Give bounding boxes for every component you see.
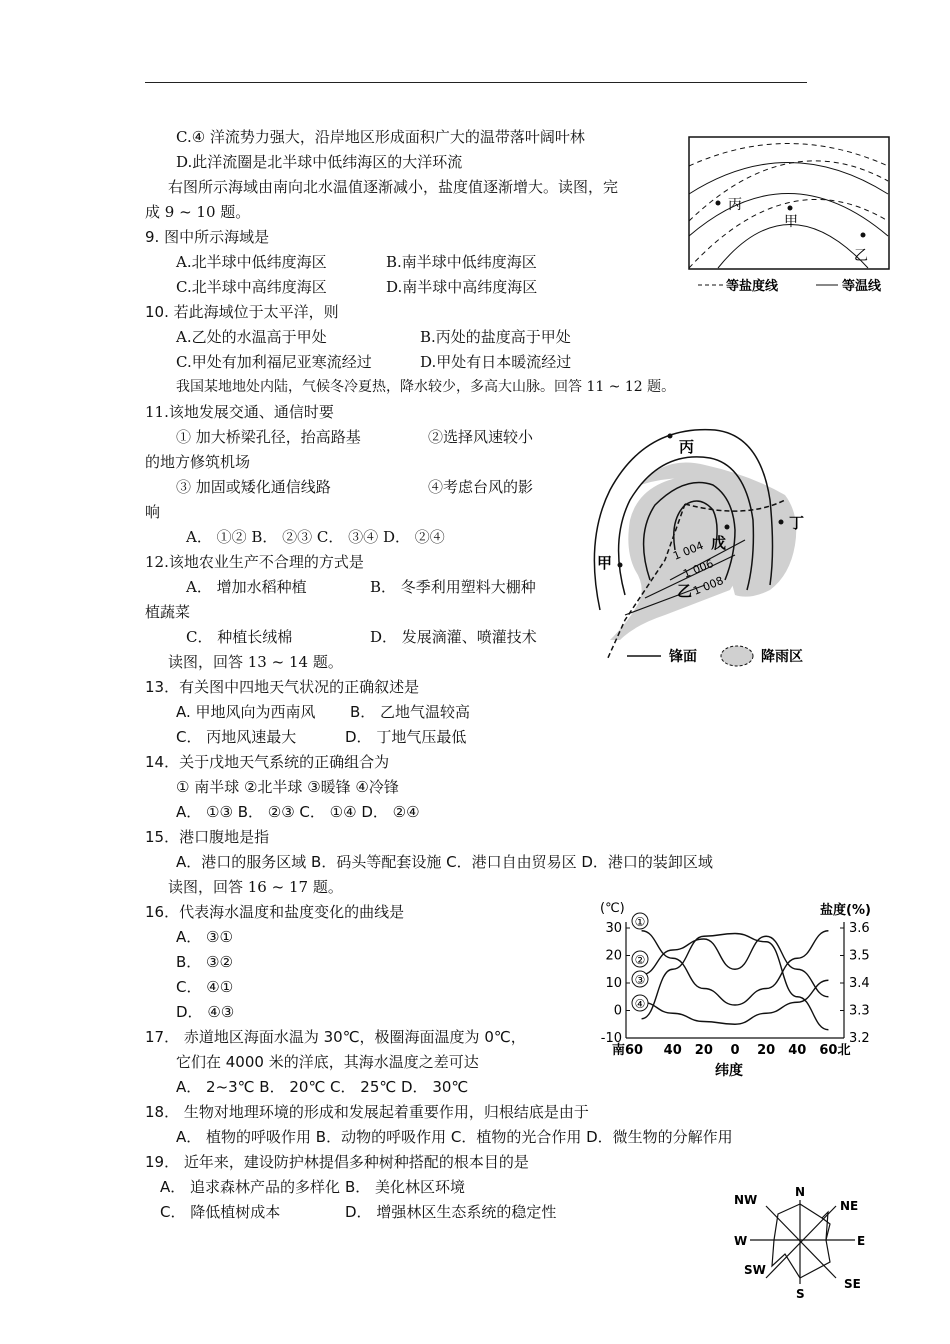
answer-options: A． 2~3℃ B． 20℃ C． 25℃ D． 30℃ (176, 1078, 469, 1096)
left-tick-label: 30 (605, 921, 622, 936)
passage-line: 我国某地地处内陆，气候冬冷夏热，降水较少，多高大山脉。回答 11 ~ 12 题。 (176, 379, 676, 395)
series-line-2 (642, 934, 829, 1030)
option-line: 的地方修筑机场 (145, 453, 251, 471)
dir-se: SE (844, 1277, 861, 1291)
dir-s: S (796, 1287, 805, 1301)
right-tick-label: 3.4 (849, 976, 870, 991)
label-yi: 乙 (854, 248, 868, 264)
wind-polygon (772, 1204, 830, 1278)
option-line: C.④ 洋流势力强大，沿岸地区形成面积广大的温带落叶阔叶林 (176, 128, 585, 146)
label-wu: 戊 (711, 534, 727, 552)
dir-sw: SW (744, 1263, 766, 1277)
dir-e: E (857, 1234, 866, 1248)
left-axis-label: (℃) (600, 901, 625, 916)
point-jia (788, 206, 793, 211)
x-tick-label: 北 (837, 1043, 851, 1058)
passage-line: 成 9 ~ 10 题。 (145, 203, 251, 221)
question-18: 18． 生物对地理环境的形成和发展起着重要作用，归根结底是由于 (145, 1103, 589, 1121)
option-line: ④考虑台风的影 (428, 478, 534, 496)
option-line: D． ④③ (176, 1003, 235, 1021)
label-ding: 丁 (789, 514, 805, 532)
option-line: C． 降低植树成本 (160, 1203, 281, 1221)
dir-nw: NW (734, 1193, 758, 1207)
label-jia: 甲 (597, 554, 613, 572)
x-tick-label: 40 (663, 1043, 682, 1058)
series-line-1 (642, 931, 829, 1005)
option-line: 植蔬菜 (145, 603, 191, 621)
legend-rain: 降雨区 (761, 649, 803, 665)
question-17-cont: 它们在 4000 米的洋底，其海水温度之差可达 (176, 1053, 479, 1071)
option-line: D． 发展滴灌、喷灌技术 (370, 628, 537, 646)
option-line: A.北半球中低纬度海区 (176, 253, 327, 271)
left-tick-label: 0 (613, 1003, 622, 1019)
label-yi: 乙 (677, 582, 693, 600)
x-tick-label: 60 (819, 1043, 838, 1058)
question-13: 13．有关图中四地天气状况的正确叙述是 (145, 678, 420, 696)
point-bing (716, 201, 721, 206)
label-bing: 丙 (728, 197, 742, 213)
x-tick-label: 南60 (612, 1043, 644, 1058)
dir-n: N (795, 1185, 806, 1199)
isobar-label: 1 006 (681, 556, 716, 581)
left-tick-label: -10 (600, 1031, 622, 1046)
legend-front: 锋面 (669, 649, 697, 665)
question-19: 19． 近年来，建设防护林提倡多种树种搭配的根本目的是 (145, 1153, 529, 1171)
series-label-2: ② (634, 953, 646, 967)
answer-options: A． ①③ B． ②③ C． ①④ D． ②④ (176, 803, 420, 821)
question-17: 17． 赤道地区海面水温为 30℃，极圈海面温度为 0℃， (145, 1028, 526, 1046)
option-line: 响 (145, 503, 161, 521)
option-line: B． 美化林区环境 (345, 1178, 466, 1196)
option-line: D． 增强林区生态系统的稳定性 (345, 1203, 557, 1221)
question-10: 10. 若此海域位于太平洋，则 (145, 303, 339, 321)
point-jia (618, 563, 623, 568)
isobar-label: 1 004 (671, 538, 706, 563)
option-line: C.甲处有加利福尼亚寒流经过 (176, 353, 372, 371)
option-line: D.此洋流圈是北半球中低纬海区的大洋环流 (176, 153, 463, 171)
left-tick-label: 20 (605, 948, 622, 964)
series-label-4: ④ (634, 997, 646, 1011)
option-line: A.乙处的水温高于甲处 (176, 328, 327, 346)
point-yi (861, 233, 866, 238)
right-axis-label: 盐度(%) (820, 903, 871, 918)
legend-temp: 等温线 (842, 279, 882, 294)
passage-line: 右图所示海域由南向北水温值逐渐减小，盐度值逐渐增大。读图，完 (168, 178, 619, 196)
legend-rain-swatch (721, 646, 753, 666)
option-line: C． 丙地风速最大 (176, 728, 297, 746)
option-line: D.南半球中高纬度海区 (386, 278, 538, 296)
isotherm-line (689, 163, 888, 195)
option-line: C． ④① (176, 978, 234, 996)
option-line: C． 种植长绒棉 (186, 628, 293, 646)
option-line: A． ③① (176, 928, 233, 946)
series-line-3 (642, 936, 829, 997)
point-ding (779, 520, 784, 525)
dir-w: W (734, 1234, 748, 1248)
x-tick-label: 20 (757, 1043, 776, 1058)
option-line: B． ③② (176, 953, 233, 971)
isobar-label: 1 008 (691, 573, 726, 598)
right-tick-label: 3.2 (849, 1031, 870, 1046)
option-line: C.北半球中高纬度海区 (176, 278, 327, 296)
option-line: A. 甲地风向为西南风 (176, 703, 316, 721)
passage-line: 读图，回答 16 ~ 17 题。 (168, 878, 343, 896)
x-axis-label: 纬度 (715, 1063, 743, 1079)
legend-salinity: 等盐度线 (726, 279, 779, 294)
option-line: ②选择风速较小 (428, 428, 534, 446)
option-line: D.甲处有日本暖流经过 (420, 353, 572, 371)
option-line: A． 追求森林产品的多样化 (160, 1178, 341, 1196)
series-label-1: ① (634, 915, 646, 929)
option-line: A． 增加水稻种植 (186, 578, 307, 596)
x-tick-label: 40 (788, 1043, 807, 1058)
option-line: D． 丁地气压最低 (345, 728, 467, 746)
answer-options: A． 植物的呼吸作用 B．动物的呼吸作用 C．植物的光合作用 D．微生物的分解作用 (176, 1128, 733, 1146)
salinity-line (689, 161, 888, 221)
passage-line: 读图，回答 13 ~ 14 题。 (168, 653, 343, 671)
header-rule (145, 82, 807, 83)
label-bing: 丙 (679, 438, 695, 456)
option-line: B.丙处的盐度高于甲处 (420, 328, 571, 346)
isoline-figure (688, 136, 888, 296)
wind-rose (730, 1182, 870, 1302)
label-jia: 甲 (784, 214, 798, 230)
option-line: ① 加大桥梁孔径，抬高路基 (176, 428, 361, 446)
isotherm-line (718, 225, 868, 269)
series-line-4 (642, 980, 829, 1024)
front-figure (585, 420, 825, 668)
left-tick-label: 10 (605, 976, 622, 991)
x-tick-label: 20 (694, 1043, 713, 1058)
temp-salinity-chart (600, 898, 885, 1080)
right-tick-label: 3.6 (849, 921, 870, 936)
question-14: 14．关于戊地天气系统的正确组合为 (145, 753, 390, 771)
question-9: 9. 图中所示海域是 (145, 228, 270, 246)
right-tick-label: 3.5 (849, 948, 870, 964)
point-wu (725, 525, 730, 530)
answer-options: A． ①② B． ②③ C． ③④ D． ②④ (186, 528, 445, 546)
question-11: 11.该地发展交通、通信时要 (145, 403, 334, 421)
point-bing (668, 434, 673, 439)
option-line: B． 乙地气温较高 (350, 703, 471, 721)
dir-ne: NE (840, 1199, 859, 1213)
series-label-3: ③ (634, 973, 646, 987)
answer-options: A．港口的服务区域 B．码头等配套设施 C．港口自由贸易区 D．港口的装卸区域 (176, 853, 713, 871)
question-12: 12.该地农业生产不合理的方式是 (145, 553, 364, 571)
question-16: 16．代表海水温度和盐度变化的曲线是 (145, 903, 405, 921)
right-tick-label: 3.3 (849, 1003, 870, 1019)
x-tick-label: 0 (730, 1043, 740, 1058)
option-line: ③ 加固或矮化通信线路 (176, 478, 331, 496)
question-15: 15．港口腹地是指 (145, 828, 270, 846)
option-line: B． 冬季利用塑料大棚种 (370, 578, 536, 596)
option-line: B.南半球中低纬度海区 (386, 253, 537, 271)
option-line: ① 南半球 ②北半球 ③暖锋 ④冷锋 (176, 778, 399, 796)
